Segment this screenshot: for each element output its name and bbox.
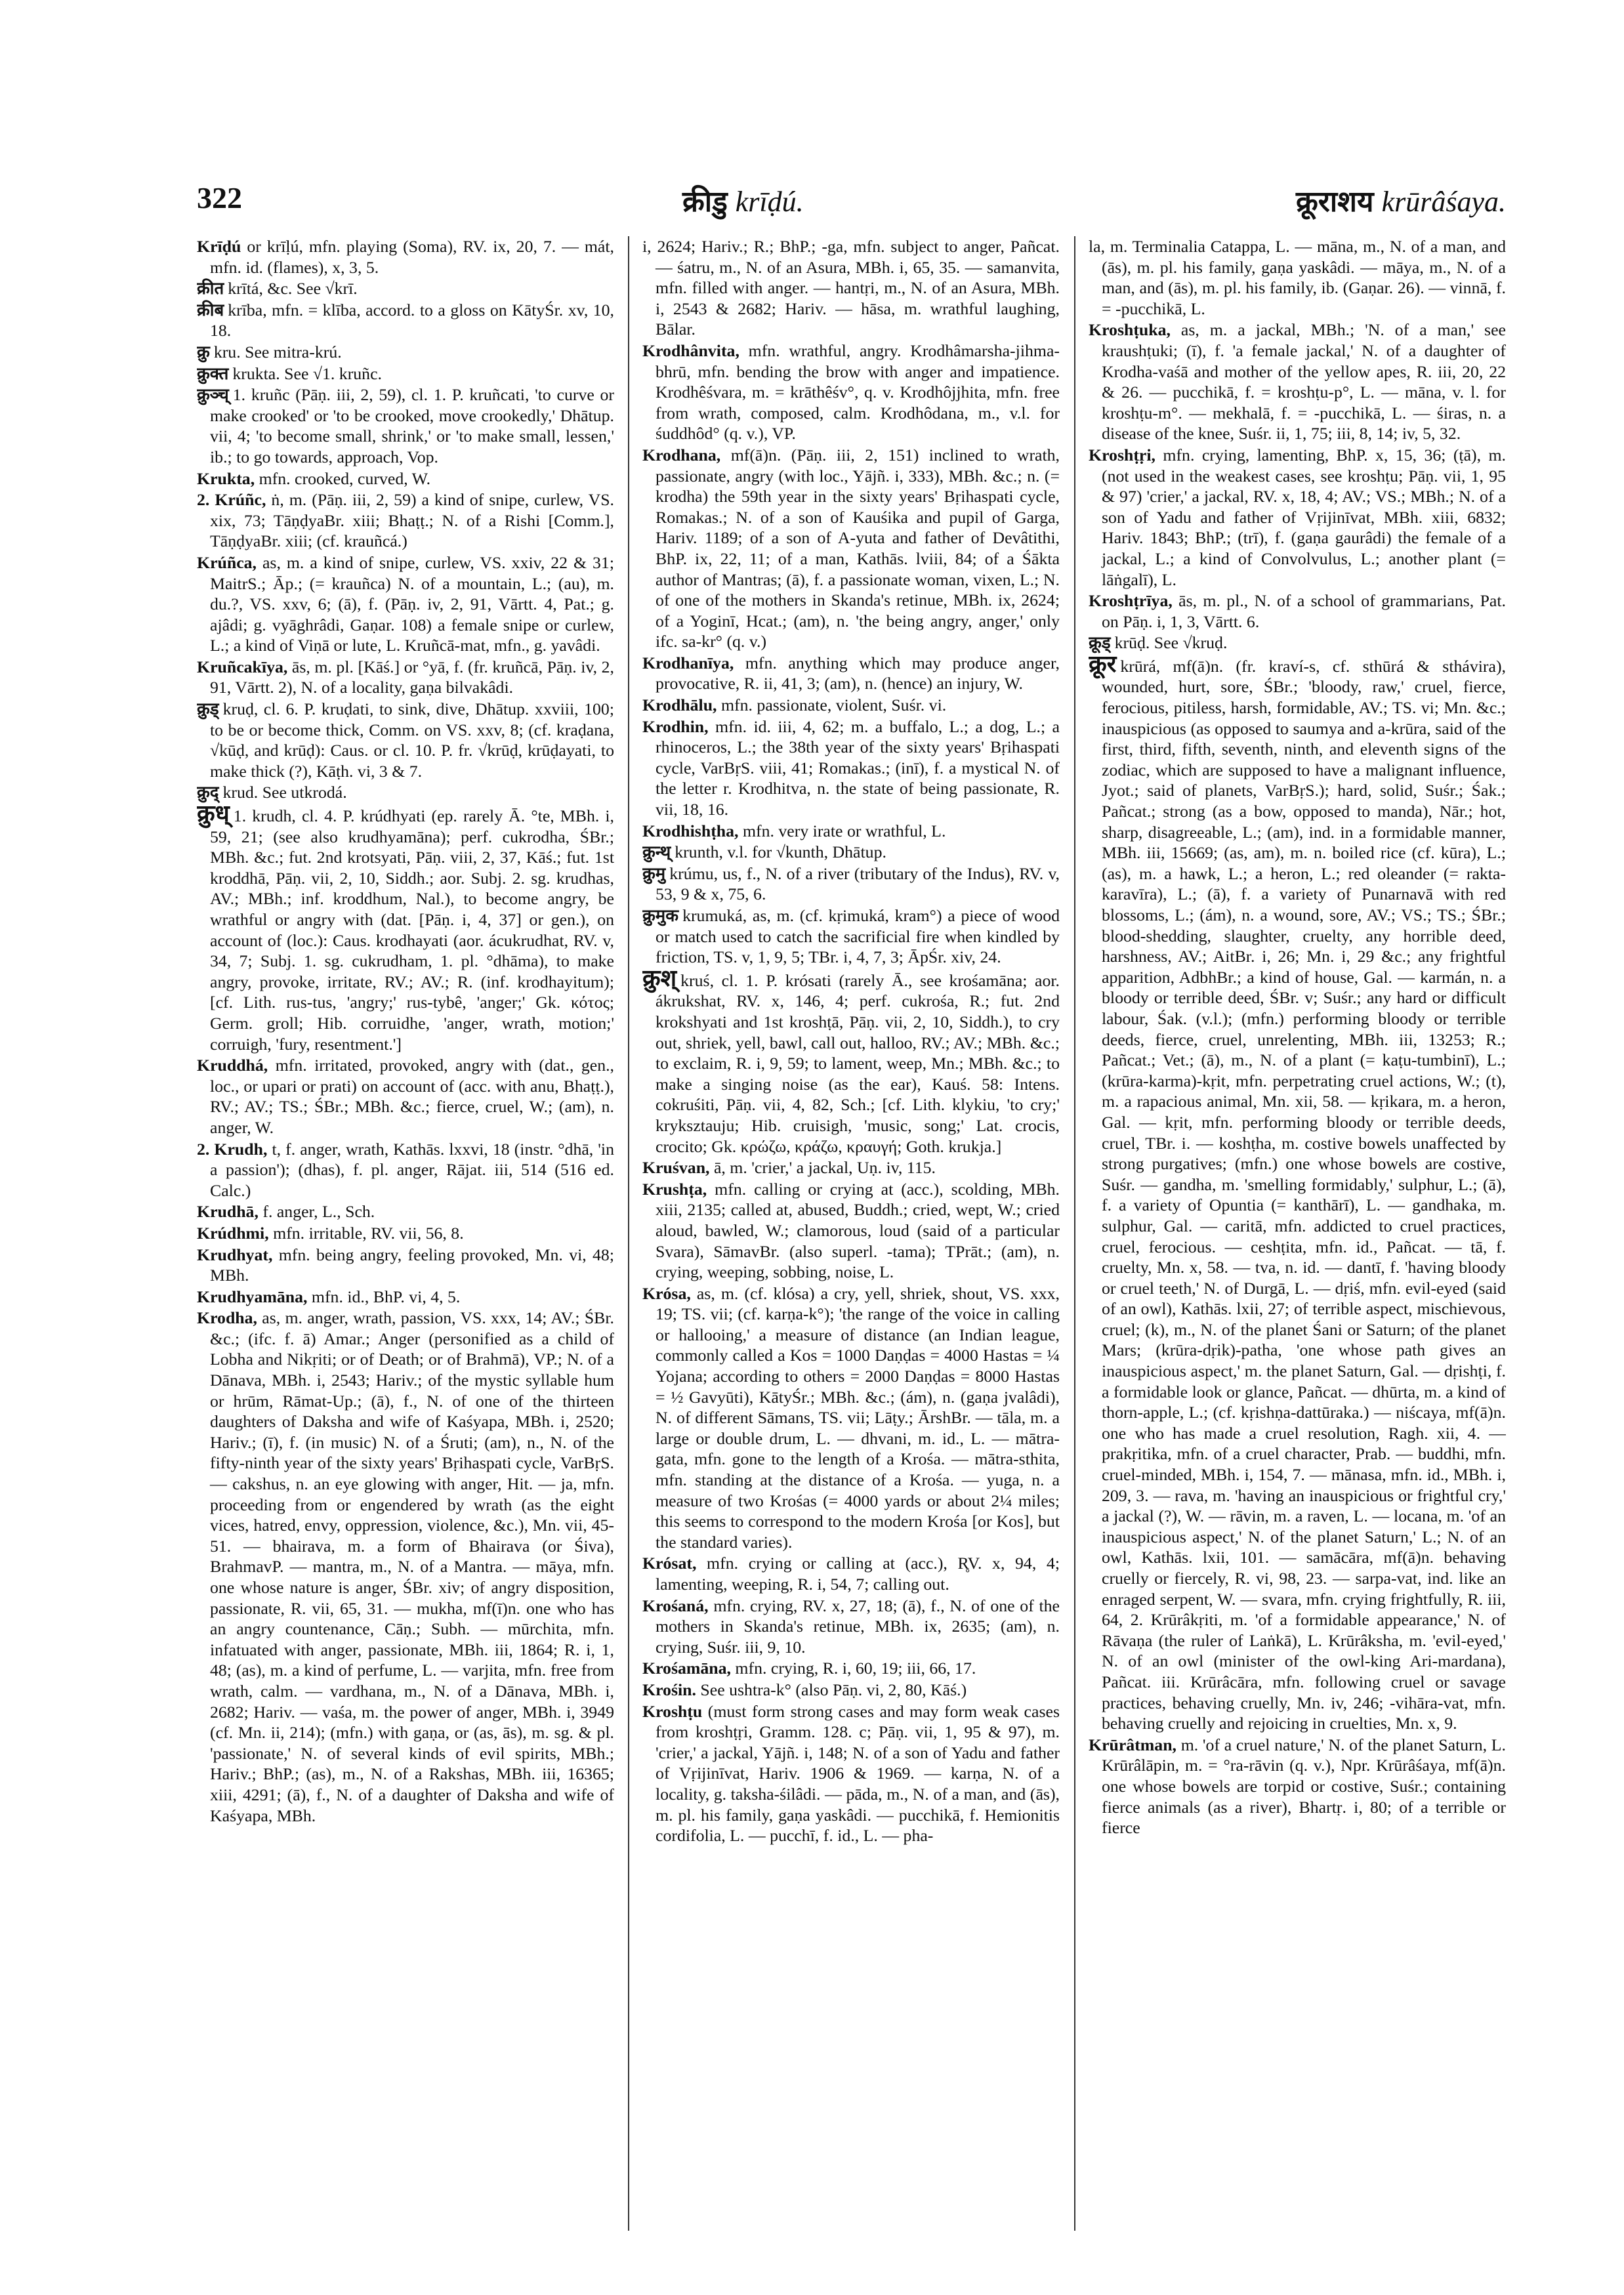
headword: Krodhanīya,: [642, 653, 734, 672]
entry-text: krītá, &c. See √krī.: [228, 279, 358, 299]
entry-text: mfn. very irate or wrathful, L.: [742, 821, 946, 840]
devanagari-headword: क्रुध्: [197, 800, 230, 827]
entry-text: krud. See utkrodá.: [222, 783, 347, 802]
devanagari-headword: क्रीब: [197, 300, 224, 320]
devanagari-headword: क्रुश्: [642, 964, 677, 991]
column-3: [1089, 236, 1506, 2231]
entry-text: m. 'of a cruel nature,' N. of the planet Saturn, L. Krūrâlāpin, m. = °ra-rāvin (q. v.), Npr. Krūrâśaya, mf(ā)n. one whose bowels are torpid or costive, Suśr.; containing fierce animals (as a river), Bhartṛ. i, 80; of a terrible or fierce: [1102, 1735, 1506, 1838]
headword: Krushṭa,: [642, 1179, 707, 1199]
entry-text: kruḍ, cl. 6. P. kruḍati, to sink, dive, Dhātup. xxviii, 100; to be or become thick, Comm. on VS. xxv, 8; (cf. kraḍana, √kūḍ, and krūḍ): Caus. or cl. 10. P. fr. √krūḍ, krūḍayati, to make thick (?), Kāṭh. vi, 3 & 7.: [210, 699, 614, 781]
headword: Kroshṭrīya,: [1089, 591, 1173, 611]
entry-text: krība, mfn. = klība, accord. to a gloss on KātyŚr. xv, 10, 18.: [210, 300, 614, 341]
entry-text: as, m. a jackal, MBh.; 'N. of a man,' see kraushṭuki; (ī), f. 'a female jackal,' N. of a daughter of Krodha-vaśā and mother of the yellow apes, R. iii, 20, 22 & 26. — pucchikā, f. = kroshṭu-p°, L. — māna, v. l. for kroshṭu-m°. — mekhalā, f. = -pucchikā, L. — śiras, n. a disease of the knee, Suśr. ii, 1, 75; iii, 8, 14; iv, 5, 32.: [1102, 320, 1506, 444]
headword: Krūrâtman,: [1089, 1735, 1176, 1754]
devanagari-headword: क्रुञ्च्: [197, 385, 229, 405]
dictionary-entry: [197, 468, 614, 489]
dictionary-entry: [197, 1223, 614, 1244]
headword: Krodhishṭha,: [642, 821, 739, 840]
entry-text: i, 2624; Hariv.; R.; BhP.; -ga, mfn. subject to anger, Pañcat. — śatru, m., N. of an Asura, MBh. i, 65, 35. — samanvita, mfn. filled with anger. — hantṛi, m., N. of an Asura, MBh. i, 2543 & 2682; Hariv. — hāsa, m. wrathful laughing, Bālar.: [642, 237, 1060, 339]
dictionary-entry: [197, 1245, 614, 1286]
entry-text: krúmu, us, f., N. of a river (tributary of the Indus), RV. v, 53, 9 & x, 75, 6.: [656, 863, 1060, 904]
dictionary-entry: [642, 1283, 1060, 1553]
dictionary-entry: [642, 964, 1060, 1157]
headword: Krodhālu,: [642, 695, 717, 715]
dictionary-entry: [197, 384, 614, 467]
running-head-right: [1296, 180, 1506, 220]
dictionary-entry: [197, 1055, 614, 1138]
devanagari-headword: क्रीत: [197, 279, 224, 299]
dictionary-entry: [642, 842, 1060, 863]
dictionary-entry: [197, 489, 614, 552]
running-head-right-devanagari: क्रूराशय: [1295, 186, 1374, 218]
entry-text: kruś, cl. 1. P. krósati (rarely Ā., see krośamāna; aor. ákrukshat, RV. x, 146, 4; perf. cukrośa, R.; fut. 2nd krokshyati and 1st kroshṭā, Pāṇ. vii, 2, 10, Siddh.), to cry out, shriek, yell, bawl, call out, halloo, RV.; AV.; MBh. &c.; to exclaim, R. i, 9, 59; to lament, weep, Mn.; MBh. &c.; to make a singing noise (as the ear), Kauś. 58: Intens. cokruśiti, Pāṇ. vii, 4, 82, Sch.; [cf. Lith. klykiu, 'to cry;' kryksztauju; Hib. cruisigh, 'music, song;' Lat. crocis, crocito; Gk. κρώζω, κράζω, κραυγή; Goth. krukja.]: [656, 970, 1060, 1156]
entry-text: mfn. id. iii, 4, 62; m. a buffalo, L.; a dog, L.; a rhinoceros, L.; the 38th year of the sixty years' Bṛihaspati cycle, VarBṛS. viii, 41; Romakas.; (inī), f. a mystical N. of the letter r. Krodhitva, n. the state of being passionate, R. vii, 18, 16.: [656, 716, 1060, 819]
entry-text: ās, m. pl. [Kāś.] or °yā, f. (fr. kruñcā, Pāṇ. iv, 2, 91, Vārtt. 2), N. of a locality, gaṇa bilvakâdi.: [210, 657, 614, 697]
dictionary-entry: [197, 552, 614, 656]
entry-text: krunth, v.l. for √kunth, Dhātup.: [675, 842, 886, 862]
entry-text: krumuká, as, m. (cf. kṛimuká, kram°) a piece of wood or match used to catch the sacrificial fire when kindled by friction, TS. v, 1, 9, 5; TBr. i, 4, 7, 3; ĀpŚr. xiv, 24.: [656, 906, 1060, 967]
dictionary-entry: [197, 657, 614, 698]
headword: Krúñca,: [197, 552, 257, 572]
column-divider: [628, 236, 629, 2231]
entry-text: or krīḷú, mfn. playing (Soma), RV. ix, 20, 7. — mát, mfn. id. (flames), x, 3, 5.: [210, 237, 614, 277]
devanagari-headword: क्रूड्: [1089, 633, 1111, 653]
dictionary-entry: [1089, 650, 1506, 1734]
dictionary-entry: [1089, 445, 1506, 590]
headword: Krudhyat,: [197, 1245, 273, 1264]
column-1: [197, 236, 614, 2231]
dictionary-entry: [197, 1139, 614, 1201]
headword: Krośaná,: [642, 1596, 709, 1615]
devanagari-headword: क्रुक्त: [197, 363, 229, 383]
dictionary-entry: [197, 782, 614, 803]
entry-text: mfn. crying, RV. x, 27, 18; (ā), f., N. of one of the mothers in Skanda's retinue, MBh. ix, 2635; (am), n. crying, Suśr. iii, 9, 10.: [656, 1596, 1060, 1657]
running-head-right-roman: krūrâśaya.: [1381, 186, 1506, 218]
dictionary-entry: [1089, 590, 1506, 632]
entry-text: mfn. being angry, feeling provoked, Mn. vi, 48; MBh.: [210, 1245, 614, 1285]
devanagari-headword: क्रुन्थ्: [642, 842, 671, 862]
headword: Krodhana,: [642, 445, 721, 465]
headword: 2. Krúñc,: [197, 490, 266, 510]
dictionary-entry: [642, 863, 1060, 905]
entry-text: 1. krudh, cl. 4. P. krúdhyati (ep. rarely Ā. °te, MBh. i, 59, 21; (see also krudhyamāna); perf. cukrodha, ŚBr.; MBh. &c.; fut. 2nd krotsyati, Pāṇ. viii, 2, 37, Kāś.; fut. 1st kroddhā, Pāṇ. vii, 2, 10, Siddh.; aor. Subj. 2. sg. krudhas, AV.; MBh.; inf. kroddhum, Nal.), to become angry, be wrathful or angry with (dat. [Pāṇ. i, 4, 37] or gen.), on account of (loc.): Caus. krodhayati (aor. ácukrudhat, RV. v, 34, 7; Subj. 1. sg. cukrudham, 1. pl. °dhāma), to make angry, provoke, irritate, RV.; AV.; R. (inf. krodhayitum); [cf. Lith. rus-tus, 'angry;' rus-tybê, 'anger;' Gk. κότος; Germ. groll; Hib. corruidhe, 'anger, wrath, motion;' corruigh, 'fury, resentment.']: [210, 806, 614, 1054]
dictionary-entry: [642, 1157, 1060, 1178]
dictionary-entry: [642, 821, 1060, 842]
headword: Krodhânvita,: [642, 341, 739, 360]
entry-text: mfn. crying, lamenting, BhP. x, 15, 36; (ṭā), m. (not used in the weakest cases, see kroshṭu; Pāṇ. vii, 1, 95 & 97) 'crier,' a jackal, RV. x, 18, 4; AV.; VS.; MBh.; N. of a son of Yadu and father of Vṛijinīvat, MBh. xiii, 6832; Hariv. 1843; BhP.; (trī), f. (gaṇa gaurâdi) the female of a jackal, L.; a kind of Convolvulus, L.; another plant (= lāṅgalī), L.: [1102, 445, 1506, 589]
dictionary-entry: [197, 342, 614, 363]
dictionary-entry: [642, 695, 1060, 716]
entry-text: krukta. See √1. kruñc.: [232, 363, 382, 383]
dictionary-entry: [1089, 320, 1506, 444]
entry-text: 1. kruñc (Pāṇ. iii, 2, 59), cl. 1. P. kruñcati, 'to curve or make crooked' or 'to be crooked, move crookedly,' Dhātup. vii, 4; 'to become small, shrink,' or 'to make small, lessen,' ib.; to go towards, approach, Vop.: [210, 385, 614, 466]
headword: Krośin.: [642, 1680, 696, 1699]
dictionary-entry: [642, 445, 1060, 652]
entry-text: as, m. a kind of snipe, curlew, VS. xxiv, 22 & 31; MaitrS.; Āp.; (= krauñca) N. of a mountain, L.; (au), m. du.?, VS. xxv, 6; (ā), f. (Pāṇ. iv, 2, 91, Vārtt. 4, Pat.; g. ajâdi; g. vyāghrâdi, Gaṇar. 108) a female snipe or curlew, L.; a kind of Viṇā or lute, L. Kruñcā-mat, mfn., g. yavâdi.: [210, 552, 614, 655]
headword: Krodha,: [197, 1308, 257, 1328]
headword: Kruddhá,: [197, 1056, 268, 1075]
entry-text: as, m. anger, wrath, passion, VS. xxx, 14; AV.; ŚBr. &c.; (ifc. f. ā) Amar.; Anger (personified as a child of Lobha and Nikṛiti; or of Death; or of Brahmā), VP.; N. of a Dānava, MBh. i, 2543; Hariv.; of the mystic syllable hum or hrūm, Rāmat-Up.; (ā), f., N. of one of the thirteen daughters of Daksha and wife of Kaśyapa, MBh. i, 2520; Hariv.; (ī), f. (in music) N. of a Śruti; (am), n., N. of the fifty-ninth year of the sixty years' Bṛihaspati cycle, VarBṛS. — cakshus, n. an eye glowing with anger, Hit. — ja, mfn. proceeding from or engendered by wrath (as the eight vices, hatred, envy, oppression, violence, &c.), Mn. vii, 45-51. — bhairava, m. a form of Bhairava (or Śiva), BrahmavP. — mantra, m., N. of a Mantra. — māya, mfn. one whose nature is anger, ŚBr. xiv; of angry disposition, passionate, R. vii, 65, 31. — mukha, mf(ī)n. one who has an angry countenance, Cāṇ.; Subh. — mūrchita, mfn. infatuated with anger, passionate, MBh. iii, 1864; R. i, 1, 48; (as), m. a kind of perfume, L. — varjita, mfn. free from wrath, calm. — vardhana, m., N. of a Dānava, MBh. i, 2682; Hariv. — vaśa, m. the power of anger, MBh. i, 3949 (cf. Mn. ii, 214); (mfn.) with gaṇa, or (as, ās), m. sg. & pl. 'passionate,' N. of several kinds of evil spirits, MBh.; Hariv.; BhP.; (as), m., N. of a Rakshas, MBh. iii, 16365; xiii, 4291; (ā), f., N. of a daughter of Daksha and wife of Kaśyapa, MBh.: [210, 1308, 614, 1825]
dictionary-entry: [642, 1701, 1060, 1846]
dictionary-entry: [197, 278, 614, 299]
running-head-left-devanagari: क्रीडु: [682, 186, 728, 218]
headword: Krósat,: [642, 1554, 697, 1573]
entry-text: mfn. irritated, provoked, angry with (dat., gen., loc., or upari or prati) on account of (acc. with anu, Bhaṭṭ.), RV.; AV.; TS.; ŚBr.; MBh. &c.; fierce, cruel, W.; (am), n. anger, W.: [210, 1056, 614, 1137]
headword: Krósa,: [642, 1283, 691, 1303]
headword: Kroshṭuka,: [1089, 320, 1171, 340]
running-head-left: [682, 180, 804, 220]
devanagari-headword: क्रुड्: [197, 699, 219, 719]
headword: Kruśvan,: [642, 1158, 710, 1178]
headword: Krukta,: [197, 468, 255, 488]
headword: Krodhin,: [642, 716, 709, 736]
headword: Krośamāna,: [642, 1659, 731, 1678]
entry-text: mfn. wrathful, angry. Krodhâmarsha-jihma-bhrū, mfn. bending the brow with anger and impatience. Krodhêśvara, m. = krāthêśv°, q. v. Krodhôjjhita, mfn. free from wrath, composed, calm. Krodhôdana, m., v.l. for śuddhôd° (q. v.), VP.: [656, 341, 1060, 444]
entry-text: mfn. crying, R. i, 60, 19; iii, 66, 17.: [735, 1659, 976, 1678]
page-number: 322: [197, 181, 242, 215]
headword: Kroshṭu: [642, 1701, 703, 1721]
entry-text: mfn. crooked, curved, W.: [259, 468, 431, 488]
dictionary-entry: [197, 800, 614, 1054]
dictionary-entry: [197, 1201, 614, 1222]
entry-text: mfn. passionate, violent, Suśr. vi.: [720, 695, 947, 715]
dictionary-entry: [642, 653, 1060, 694]
dictionary-entry: [642, 1680, 1060, 1701]
dictionary-entry: [642, 1179, 1060, 1283]
running-head-left-roman: krīḍú.: [735, 186, 804, 218]
column-divider: [1074, 236, 1075, 2231]
entry-text: as, m. (cf. klósa) a cry, yell, shriek, shout, VS. xxx, 19; TS. vii; (cf. karṇa-k°); 'the range of the voice in calling or hallooing,' a measure of distance (an Indian league, commonly called a Kos = 1000 Daṇḍas = 4000 Hastas = ¼ Yojana; according to others = 2000 Daṇḍas = 8000 Hastas = ½ Gavyūti), KātyŚr.; MBh. &c.; (ám), n. (gaṇa jvalâdi), N. of different Sāmans, TS. vii; Lāṭy.; ĀrshBr. — tāla, m. a large or double drum, L. — dhvani, m. id., L. — mātra-gata, mfn. gone to the length of a Krośa. — mātra-sthita, mfn. standing at the distance of a Krośa. — yuga, n. a measure of two Krośas (= 4000 yards or about 2¼ miles; this seems to correspond to the modern Krośa [or Kos], but the standard varies).: [656, 1283, 1060, 1552]
dictionary-entry: [642, 716, 1060, 820]
dictionary-entry: [1089, 1735, 1506, 1838]
dictionary-entry: [642, 1658, 1060, 1679]
entry-text: mfn. anything which may produce anger, provocative, R. ii, 41, 3; (am), n. (hence) an injury, W.: [656, 653, 1060, 693]
devanagari-headword: क्रुमु: [642, 863, 666, 883]
entry-text: kru. See mitra-krú.: [213, 342, 342, 362]
dictionary-entry: [197, 699, 614, 781]
dictionary-entry: [642, 341, 1060, 444]
dictionary-entry: [642, 1553, 1060, 1594]
dictionary-entry: [1089, 236, 1506, 319]
entry-text: ā, m. 'crier,' a jackal, Uṇ. iv, 115.: [713, 1158, 936, 1178]
headword: Krudhā,: [197, 1202, 259, 1222]
headword: Krīḍú: [197, 237, 241, 256]
dictionary-entry: [197, 1287, 614, 1308]
headword: Krudhyamāna,: [197, 1287, 308, 1306]
devanagari-headword: क्रुद्: [197, 783, 219, 802]
entry-text: ās, m. pl., N. of a school of grammarians, Pat. on Pāṇ. i, 1, 3, Vārtt. 6.: [1102, 591, 1506, 631]
dictionary-entry: [642, 1596, 1060, 1658]
entry-text: mfn. irritable, RV. vii, 56, 8.: [273, 1223, 464, 1243]
devanagari-headword: क्रु: [197, 342, 210, 362]
headword: Kroshṭṛi,: [1089, 445, 1156, 465]
page-header: [197, 180, 1506, 226]
entry-text: krūrá, mf(ā)n. (fr. kraví-s, cf. sthūrá & sthávira), wounded, hurt, sore, ŚBr.; 'bloody, raw,' cruel, fierce, ferocious, pitiless, harsh, formidable, AV.; TS. vi; Mn. &c.; inauspicious (as opposed to saumya and a-krūra, said of the first, third, fifth, seventh, ninth, and eleventh signs of the zodiac, which are supposed to have a malignant influence, Jyot.; said of planets, VarBṛS.); hard, solid, Suśr.; Śak.; Pañcat.; strong (as a bow, opposed to manda), Nār.; hot, sharp, disagreeable, L.; (am), ind. in a formidable manner, MBh. iii, 15669; (as, am), m. n. boiled rice (cf. kūra), L.; (as), m. a hawk, L.; a heron, L.; red oleander (= rakta-karavīra), L.; (ā), f. a variety of Punarnavā with red blossoms, L.; (ám), n. a wound, sore, AV.; VS.; TS.; ŚBr.; blood-shedding, slaughter, cruelty, any horrible deed, harshness, AV.; AitBr. i, 26; Mn. i, 29 &c.; any frightful apparition, AdbhBr.; a kind of house, Gal. — karmán, n. a bloody or terrible deed, ŚBr. v; Suśr.; any hard or difficult labour, Śak. (v.l.); (mfn.) performing bloody or terrible deeds, fierce, cruel, unrelenting, MBh. iii, 13253; R.; Pañcat.; Vet.; (ā), m., N. of a plant (= kaṭu-tumbinī), L.; (krūra-karma)-kṛit, mfn. perpetrating cruel actions, W.; (t), m. a rapacious animal, Mn. xii, 58. — kṛikara, m. a heron, Gal. — kṛit, mfn. performing bloody or terrible deeds, cruel, TBr. i. — koshṭha, m. costive bowels unaffected by strong purgatives; (mfn.) one whose bowels are costive, Suśr. — gandha, m. 'smelling formidably,' sulphur, L.; (ā), f. a variety of Opuntia (= kanthārī), L. — gandhaka, m. sulphur, Gal. — caritā, mfn. addicted to cruel practices, cruel, ferocious. — ceshṭita, mfn. id., Pañcat. — tā, f. cruelty, Mn. x, 58. — tva, n. id. — dantī, f. 'having bloody or cruel teeth,' N. of Durgā, L. — dṛiś, mfn. evil-eyed (said of an owl), Kathās. lxii, 27; of terrible aspect, mischievous, cruel; (k), m., N. of the planet Śani or Saturn; of the planet Mars; (krūra-dṛik)-patha, 'one whose path gives an inauspicious aspect,' m. the planet Saturn, Gal. — dṛishṭi, f. a formidable look or glance, Pañcat. — dhūrta, m. a kind of thorn-apple, L.; (cf. kṛishṇa-dattūraka.) — niścaya, mf(ā)n. one who has made a cruel resolution, Ragh. xii, 4. — prakṛitika, mfn. of a cruel character, Prab. — buddhi, mfn. cruel-minded, MBh. i, 154, 7. — mānasa, mfn. id., MBh. i, 209, 3. — rava, m. 'having an inauspicious or frightful cry,' a jackal (?), W. — rāvin, m. a raven, L. — locana, m. 'of an inauspicious aspect,' N. of the planet Saturn,' L.; N. of an owl, Kathās. lxii, 101. — samācāra, mf(ā)n. behaving cruelly or fiercely, R. vi, 98, 23. — sarpa-vat, ind. like an enraged serpent, W. — svara, mfn. crying frightfully, R. iii, 64, 2. Krūrâkṛiti, m. 'of a formidable appearance,' N. of Rāvaṇa (the ruler of Laṅkā), L. Krūrâksha, m. 'evil-eyed,' N. of an owl (minister of the owl-king Ari-mardana), Pañcat. iii. Krūrâcāra, mfn. following cruel or savage practices, behaving cruelly, Mn. iv, 246; -vihāra-vat, mfn. behaving cruelly and rejoicing in cruelties, Mn. x, 9.: [1102, 656, 1506, 1733]
entry-text: mfn. crying or calling at (acc.), R̥V. x, 94, 4; lamenting, weeping, R. i, 54, 7; calling out.: [656, 1554, 1060, 1594]
devanagari-headword: क्रूर: [1089, 650, 1117, 677]
entry-text: t, f. anger, wrath, Kathās. lxxvi, 18 (instr. °dhā, 'in a passion'); (dhas), f. pl. anger, Rājat. iii, 514 (516 ed. Calc.): [210, 1139, 614, 1200]
dictionary-entry: [197, 363, 614, 384]
dictionary-entry: [642, 905, 1060, 968]
entry-text: la, m. Terminalia Catappa, L. — māna, m., N. of a man, and (ās), m. pl. his family, gaṇa yaskâdi. — māya, m., N. of a man, and (ās), m. pl. his family, ib. (Gaṇar. 26). — vinnā, f. = -pucchikā, L.: [1089, 237, 1506, 318]
entry-text: ṅ, m. (Pāṇ. iii, 2, 59) a kind of snipe, curlew, VS. xix, 73; TāṇḍyaBr. xiii; Bhaṭṭ.; N. of a Rishi [Comm.], TāṇḍyaBr. xiii; (cf. krauñcá.): [210, 490, 614, 551]
devanagari-headword: क्रुमुक: [642, 906, 679, 925]
headword: 2. Krudh,: [197, 1139, 268, 1159]
headword: Krúdhmi,: [197, 1223, 269, 1243]
entry-text: (must form strong cases and may form weak cases from kroshṭṛi, Gramm. 128. c; Pāṇ. vii, 1, 95 & 97), m. 'crier,' a jackal, Yājñ. i, 148; N. of a son of Yadu and father of Vṛijinīvat, Hariv. 1906 & 1969. — karṇa, N. of a locality, g. taksha-śilâdi. — pāda, m., N. of a man, and (ās), m. pl. his family, gaṇa yaskâdi. — pucchikā, f. Hemionitis cordifolia, L. — pucchī, f. id., L. — pha-: [656, 1701, 1060, 1846]
dictionary-entry: [642, 236, 1060, 340]
column-2: [642, 236, 1060, 2231]
entry-text: See ushtra-k° (also Pāṇ. vi, 2, 80, Kāś.): [700, 1680, 967, 1699]
text-columns: [197, 236, 1506, 2231]
dictionary-entry: [197, 236, 614, 278]
entry-text: mf(ā)n. (Pāṇ. iii, 2, 151) inclined to wrath, passionate, angry (with loc., Yājñ. i, 333), MBh. &c.; n. (= krodha) the 59th year in the sixty years' Bṛihaspati cycle, Romakas.; N. of a son of Kauśika and pupil of Garga, Hariv. 1189; of a son of A-yuta and father of Devâtithi, BhP. ix, 22, 11; of a man, Kathās. lviii, 84; of a Śākta author of Mantras; (ā), f. a passionate woman, vixen, L.; N. of one of the mothers in Skanda's retinue, MBh. ix, 2624; of a Yoginī, Hcat.; (am), n. 'the being angry, anger,' only ifc. sa-kr° (q. v.): [656, 445, 1060, 651]
dictionary-entry: [197, 300, 614, 341]
headword: Kruñcakīya,: [197, 657, 288, 676]
dictionary-entry: [197, 1308, 614, 1826]
dictionary-entry: [1089, 632, 1506, 653]
entry-text: f. anger, L., Sch.: [262, 1202, 375, 1222]
entry-text: mfn. id., BhP. vi, 4, 5.: [311, 1287, 461, 1306]
entry-text: mfn. calling or crying at (acc.), scolding, MBh. xiii, 2135; called at, abused, Buddh.; cried, wept, W.; cried aloud, bawled, W.; clamorous, loud (said of a particular Svara), SāmavBr. (also superl. -tama); TPrāt.; (am), n. crying, weeping, sobbing, noise, L.: [656, 1179, 1060, 1282]
entry-text: krūḍ. See √kruḍ.: [1114, 633, 1228, 653]
